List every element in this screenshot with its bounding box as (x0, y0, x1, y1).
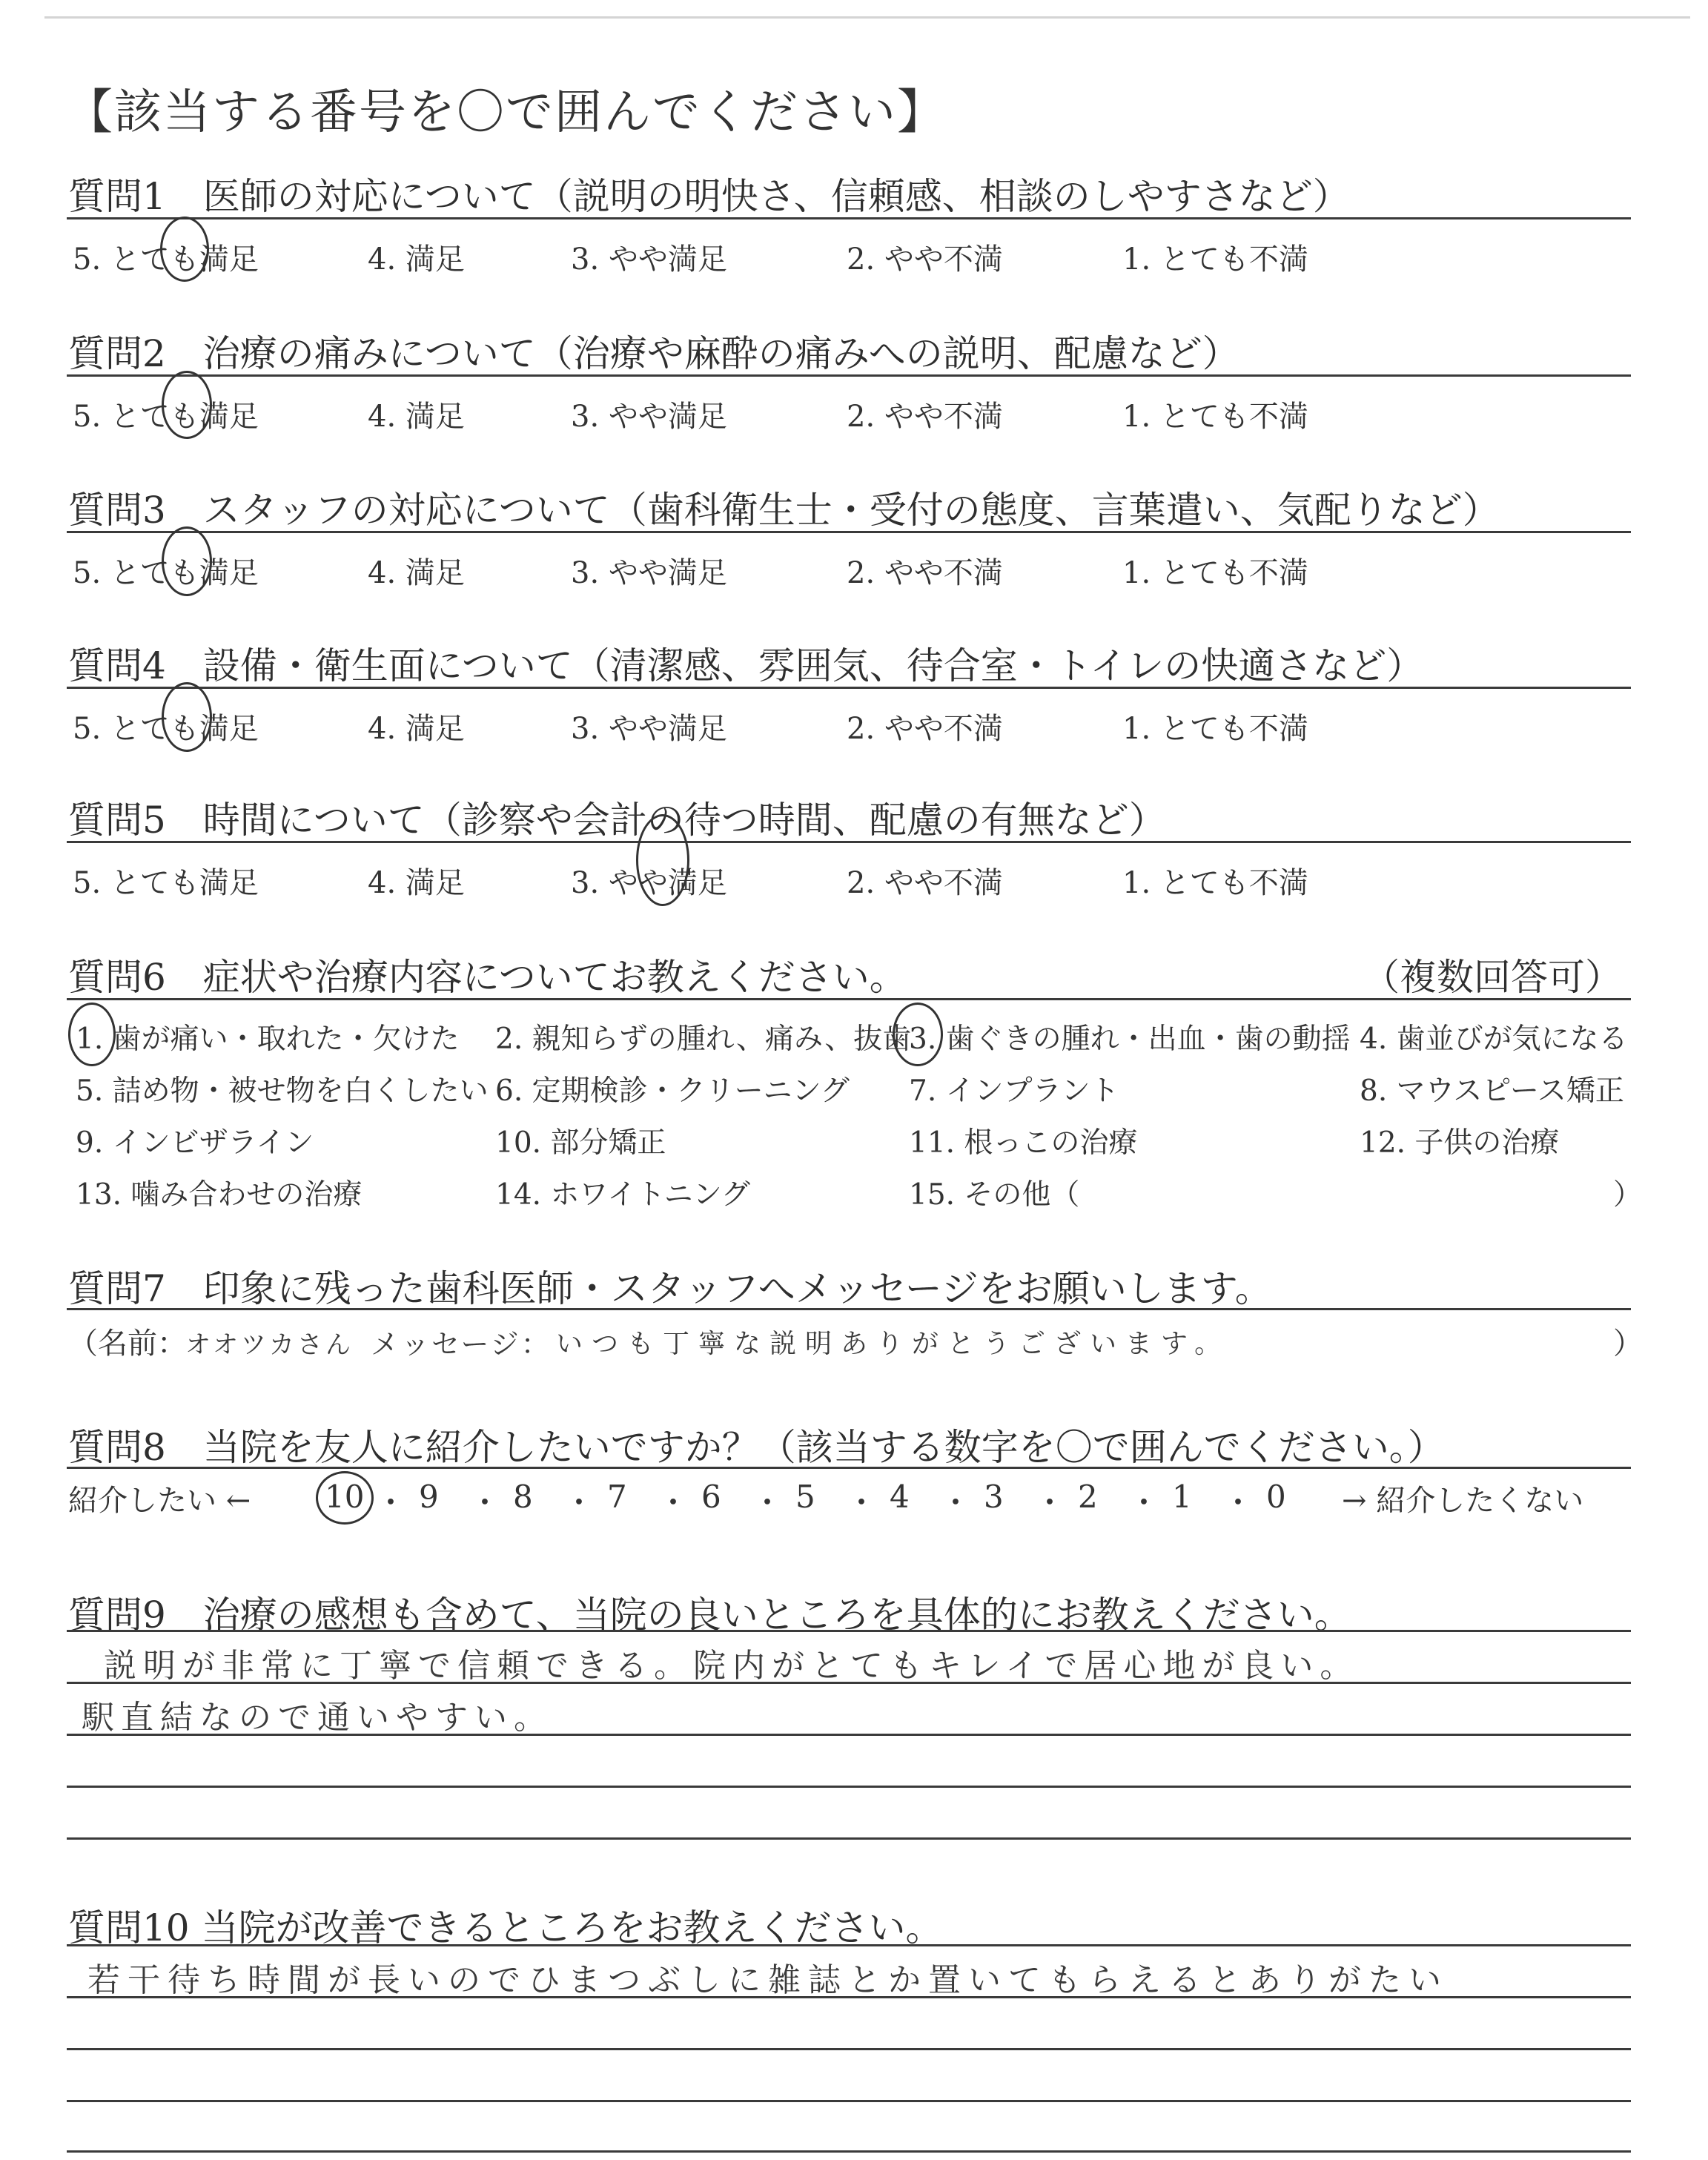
q7-close-paren: ） (1613, 1327, 1643, 1361)
q8-scale-10[interactable]: 10 (325, 1479, 365, 1515)
q5-rule (67, 841, 1631, 843)
q9-line-1 (67, 1630, 1631, 1632)
q3-option-4[interactable]: 4. 満足 (368, 556, 465, 590)
q8-scale-separator: ・ (1222, 1484, 1254, 1521)
q5-heading: 質問5 時間について（診察や会計の待つ時間、配慮の有無など） (68, 799, 1166, 842)
q10-line-4 (67, 2100, 1631, 2102)
q6-option-13[interactable]: 13. 噛み合わせの治療 (76, 1178, 363, 1212)
q3-heading: 質問3 スタッフの対応について（歯科衛生士・受付の態度、言葉遣い、気配りなど） (68, 489, 1500, 532)
q6-other-close: ） (1613, 1178, 1643, 1212)
q8-scale-9[interactable]: 9 (419, 1479, 439, 1515)
q4-selection-circle (162, 682, 212, 752)
q6-option-10[interactable]: 10. 部分矯正 (495, 1126, 666, 1160)
q8-scale-separator: ・ (846, 1484, 878, 1521)
q4-option-5[interactable]: 5. とても満足 (73, 712, 259, 746)
q2-option-5[interactable]: 5. とても満足 (73, 400, 259, 434)
q8-scale-7[interactable]: 7 (607, 1479, 627, 1515)
q6-option-8[interactable]: 8. マウスピース矯正 (1360, 1074, 1624, 1108)
q6-option-5[interactable]: 5. 詰め物・被せ物を白くしたい (76, 1074, 489, 1108)
q8-scale-separator: ・ (1128, 1484, 1160, 1521)
q2-option-1[interactable]: 1. とても不満 (1122, 400, 1308, 434)
q8-scale-separator: ・ (1034, 1484, 1066, 1521)
q9-answer-line-2[interactable]: 駅直結なので通いやすい。 (82, 1699, 553, 1737)
top-border (44, 16, 1690, 19)
q5-option-1[interactable]: 1. とても不満 (1122, 866, 1308, 900)
q8-scale-separator: ・ (375, 1484, 407, 1521)
q6-option-7[interactable]: 7. インプラント (909, 1074, 1119, 1108)
q8-scale-separator: ・ (658, 1484, 689, 1521)
q8-heading: 質問8 当院を友人に紹介したいですか？（該当する数字を〇で囲んでください。） (68, 1426, 1445, 1469)
q8-scale-8[interactable]: 8 (513, 1479, 533, 1515)
q2-selection-circle (162, 371, 212, 439)
q7-name-label: （名前： (68, 1327, 187, 1361)
q8-scale-separator: ・ (752, 1484, 784, 1521)
q4-option-2[interactable]: 2. やや不満 (847, 712, 1003, 746)
q6-option-9[interactable]: 9. インビザライン (76, 1126, 314, 1160)
q1-option-4[interactable]: 4. 満足 (368, 242, 465, 277)
q8-left-label: 紹介したい ← (68, 1484, 251, 1518)
q10-line-5 (67, 2150, 1631, 2153)
q9-answer-line-1[interactable]: 説明が非常に丁寧で信頼できる。院内がとてもキレイで居心地が良い。 (104, 1647, 1360, 1685)
q8-scale-4[interactable]: 4 (890, 1479, 910, 1515)
q8-scale-separator: ・ (940, 1484, 972, 1521)
q1-option-2[interactable]: 2. やや不満 (847, 242, 1003, 277)
q8-scale-3[interactable]: 3 (984, 1479, 1004, 1515)
q6-option-6[interactable]: 6. 定期検診・クリーニング (495, 1074, 850, 1108)
q4-option-3[interactable]: 3. やや満足 (571, 712, 727, 746)
q2-option-2[interactable]: 2. やや不満 (847, 400, 1003, 434)
q1-selection-circle (160, 217, 209, 282)
q1-rule (67, 217, 1631, 219)
q6-rule (67, 998, 1631, 1000)
q6-option-15[interactable]: 15. その他（ (909, 1178, 1080, 1212)
q8-scale-separator: ・ (563, 1484, 595, 1521)
q3-option-2[interactable]: 2. やや不満 (847, 556, 1003, 590)
q4-option-4[interactable]: 4. 満足 (368, 712, 465, 746)
q1-option-5[interactable]: 5. とても満足 (73, 242, 259, 277)
q8-scale-6[interactable]: 6 (701, 1479, 721, 1515)
q6-option-1[interactable]: 1. 歯が痛い・取れた・欠けた (76, 1023, 460, 1056)
q9-line-5 (67, 1837, 1631, 1840)
q9-heading: 質問9 治療の感想も含めて、当院の良いところを具体的にお教えください。 (68, 1593, 1351, 1636)
q6-selection-circle-1 (68, 1003, 116, 1066)
q8-scale-2[interactable]: 2 (1078, 1479, 1098, 1515)
q6-option-4[interactable]: 4. 歯並びが気になる (1360, 1023, 1628, 1056)
q6-option-3[interactable]: 3. 歯ぐきの腫れ・出血・歯の動揺 (909, 1023, 1351, 1056)
q8-scale-5[interactable]: 5 (795, 1479, 815, 1515)
q5-selection-circle (636, 814, 689, 906)
q2-rule (67, 374, 1631, 377)
q3-rule (67, 531, 1631, 533)
q4-option-1[interactable]: 1. とても不満 (1122, 712, 1308, 746)
q7-heading: 質問7 印象に残った歯科医師・スタッフへメッセージをお願いします。 (68, 1267, 1272, 1310)
q2-heading: 質問2 治療の痛みについて（治療や麻酔の痛みへの説明、配慮など） (68, 332, 1239, 375)
q5-option-4[interactable]: 4. 満足 (368, 866, 465, 900)
q6-selection-circle-3 (893, 1003, 943, 1066)
q4-rule (67, 687, 1631, 689)
q8-scale-separator: ・ (469, 1484, 501, 1521)
q5-option-5[interactable]: 5. とても満足 (73, 866, 259, 900)
q8-scale-0[interactable]: 0 (1266, 1479, 1286, 1515)
q8-right-label: → 紹介したくない (1342, 1484, 1584, 1518)
q5-option-3[interactable]: 3. やや満足 (571, 866, 727, 900)
q7-message-label: メッセージ： (371, 1328, 552, 1361)
q7-name-handwritten[interactable]: オオツカさん (185, 1330, 354, 1360)
q6-option-12[interactable]: 12. 子供の治療 (1360, 1126, 1560, 1160)
q2-option-4[interactable]: 4. 満足 (368, 400, 465, 434)
q8-selection-circle (316, 1471, 374, 1525)
q10-answer-line-1[interactable]: 若干待ち時間が長いのでひまつぶしに雑誌とか置いてもらえるとありがたい (87, 1961, 1449, 1999)
q3-option-1[interactable]: 1. とても不満 (1122, 556, 1308, 590)
q1-heading: 質問1 医師の対応について（説明の明快さ、信頼感、相談のしやすさなど） (68, 175, 1350, 218)
q8-rule (67, 1467, 1631, 1469)
q6-option-11[interactable]: 11. 根っこの治療 (909, 1126, 1138, 1160)
q3-option-3[interactable]: 3. やや満足 (571, 556, 727, 590)
q10-line-1 (67, 1944, 1631, 1946)
q6-note: （複数回答可） (1363, 956, 1622, 999)
q5-option-2[interactable]: 2. やや不満 (847, 866, 1003, 900)
q4-heading: 質問4 設備・衛生面について（清潔感、雰囲気、待合室・トイレの快適さなど） (68, 644, 1424, 687)
q8-scale-1[interactable]: 1 (1172, 1479, 1192, 1515)
q1-option-3[interactable]: 3. やや満足 (571, 242, 727, 277)
q1-option-1[interactable]: 1. とても不満 (1122, 242, 1308, 277)
form-title: 【該当する番号を〇で囲んでください】 (65, 85, 946, 140)
q7-message-handwritten[interactable]: いつも丁寧な説明ありがとうございます。 (556, 1329, 1231, 1359)
q10-line-3 (67, 2048, 1631, 2050)
q3-selection-circle (162, 526, 212, 596)
q6-option-2[interactable]: 2. 親知らずの腫れ、痛み、抜歯 (495, 1023, 912, 1056)
q7-rule (67, 1308, 1631, 1310)
q2-option-3[interactable]: 3. やや満足 (571, 400, 727, 434)
q9-line-4 (67, 1786, 1631, 1788)
q3-option-5[interactable]: 5. とても満足 (73, 556, 259, 590)
q10-heading: 質問10 当院が改善できるところをお教えください。 (68, 1906, 943, 1949)
q6-heading: 質問6 症状や治療内容についてお教えください。 (68, 956, 907, 999)
q6-option-14[interactable]: 14. ホワイトニング (495, 1178, 750, 1212)
